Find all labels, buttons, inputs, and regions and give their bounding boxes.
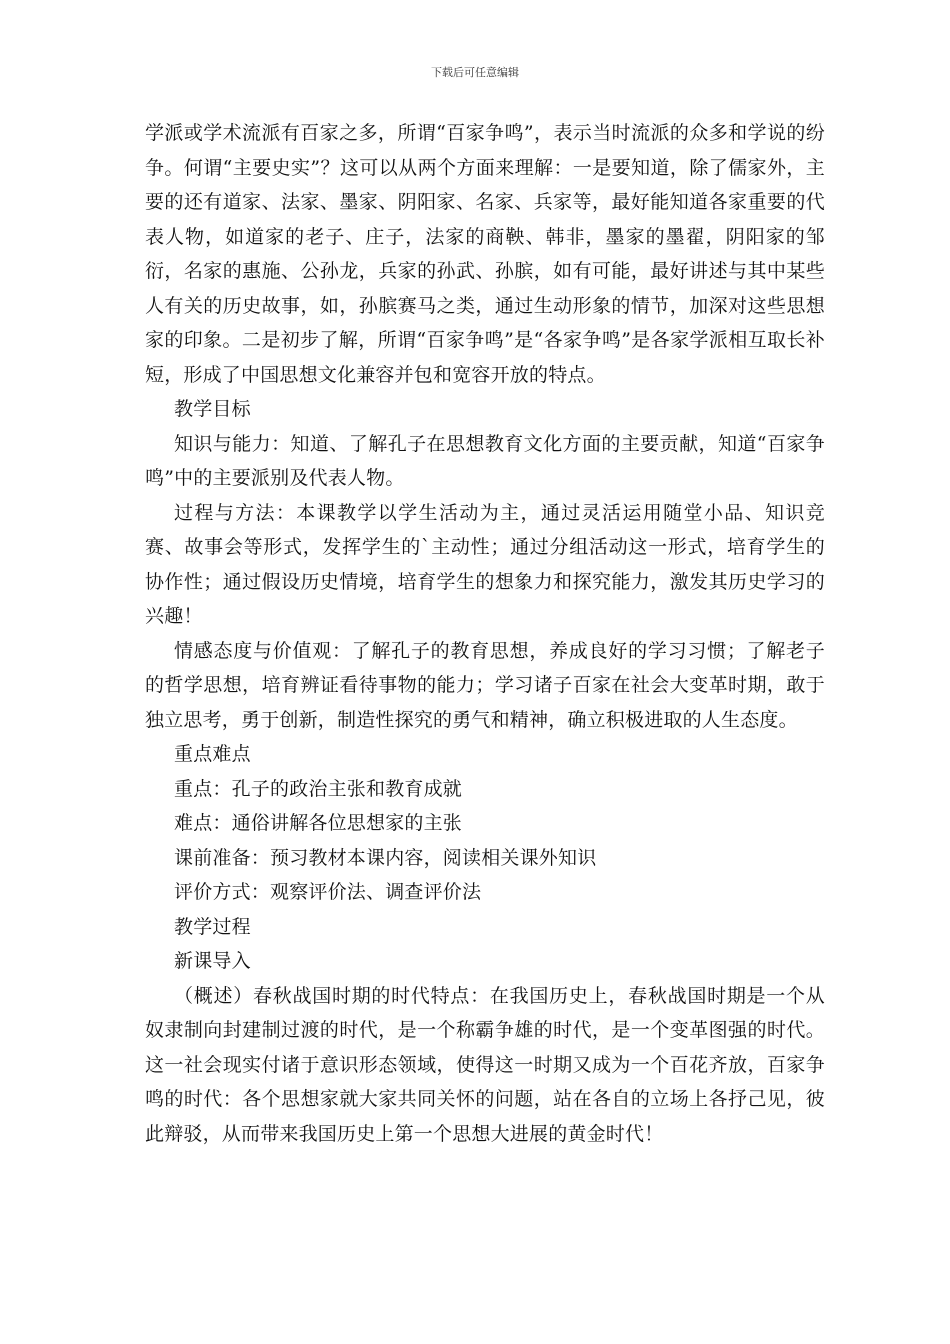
paragraph-emotion-values: 情感态度与价值观：了解孔子的教育思想，养成良好的学习习惯；了解老子的哲学思想，培育辨证看待事物的能力；学习诸子百家在社会大变革时期，敢于独立思考，勇于创新，制造性探究的勇气和精神，确立积极进取的人生态度。 <box>145 639 825 731</box>
heading-new-lesson-intro: 新课导入 <box>174 950 251 972</box>
paragraph-overview: （概述）春秋战国时期的时代特点：在我国历史上，春秋战国时期是一个从奴隶制向封建制过渡的时代，是一个称霸争雄的时代，是一个变革图强的时代。这一社会现实付诸于意识形态领域，使得这一时期又成为一个百花齐放，百家争鸣的时代：各个思想家就大家共同关怀的问题，站在各自的立场上各抒己见，彼此辩驳，从而带来我国历史上第一个思想大进展的黄金时代！ <box>145 984 825 1145</box>
paragraph-difficulty: 难点：通俗讲解各位思想家的主张 <box>174 812 463 834</box>
paragraph-process-method: 过程与方法：本课教学以学生活动为主，通过灵活运用随堂小品、知识竞赛、故事会等形式，发挥学生的`主动性；通过分组活动这一形式，培育学生的协作性；通过假设历史情境，培育学生的想象力和探究能力，激发其历史学习的兴趣！ <box>145 501 825 627</box>
paragraph-evaluation: 评价方式：观察评价法、调查评价法 <box>174 881 482 903</box>
paragraph-hundred-schools-intro: 学派或学术流派有百家之多，所谓“百家争鸣”，表示当时流派的众多和学说的纷争。何谓“主要史实”？这可以从两个方面来理解：一是要知道，除了儒家外，主要的还有道家、法家、墨家、阴阳家、名家、兵家等，最好能知道各家重要的代表人物，如道家的老子、庄子，法家的商鞅、韩非，墨家的墨翟，阴阳家的邹衍，名家的惠施、公孙龙，兵家的孙武、孙膑，如有可能，最好讲述与其中某些人有关的历史故事，如，孙膑赛马之类，通过生动形象的情节，加深对这些思想家的印象。二是初步了解，所谓“百家争鸣”是“各家争鸣”是各家学派相互取长补短，形成了中国思想文化兼容并包和宽容开放的特点。 <box>145 122 825 386</box>
paragraph-preparation: 课前准备：预习教材本课内容，阅读相关课外知识 <box>174 846 597 869</box>
document-body <box>145 116 825 1151</box>
heading-teaching-goals: 教学目标 <box>174 398 251 420</box>
heading-teaching-process: 教学过程 <box>174 915 251 938</box>
heading-key-difficulties: 重点难点 <box>174 743 251 765</box>
paragraph-key-point: 重点：孔子的政治主张和教育成就 <box>174 777 463 800</box>
page-header-note: 下载后可任意编辑 <box>431 66 519 79</box>
paragraph-knowledge-ability: 知识与能力：知道、了解孔子在思想教育文化方面的主要贡献，知道“百家争鸣”中的主要派别及代表人物。 <box>145 432 825 489</box>
